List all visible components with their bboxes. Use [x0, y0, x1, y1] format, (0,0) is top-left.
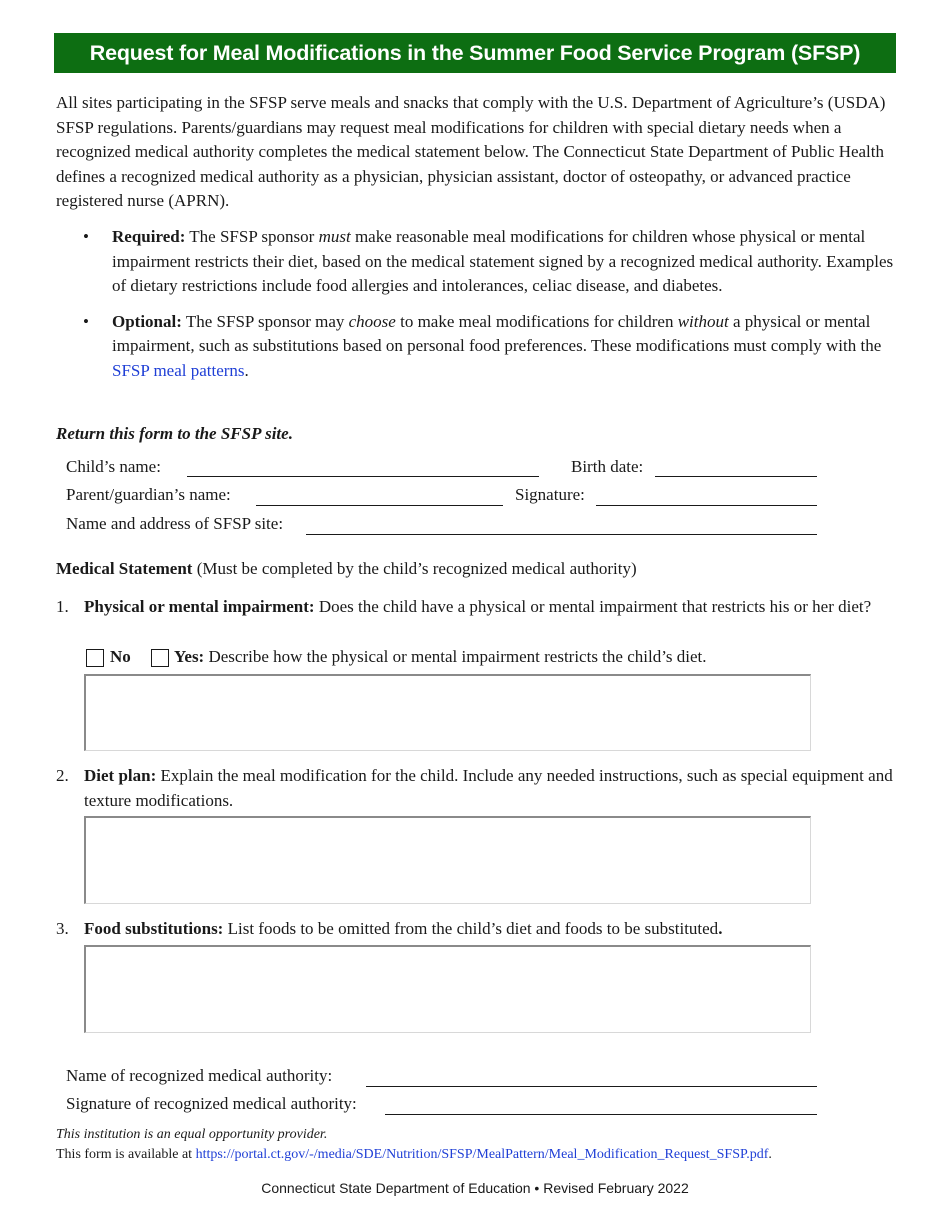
- no-checkbox[interactable]: [86, 649, 104, 667]
- yes-checkbox[interactable]: [151, 649, 169, 667]
- impairment-answer-box[interactable]: [84, 674, 811, 751]
- form-availability-note: [56, 1147, 772, 1163]
- required-emphasis: must: [318, 227, 351, 246]
- question-3-label: Food substitutions:: [84, 919, 224, 938]
- optional-emphasis-without: without: [677, 311, 729, 331]
- question-2: [56, 764, 896, 813]
- availability-period: .: [768, 1147, 772, 1162]
- question-1: [56, 595, 896, 620]
- optional-bullet: [56, 310, 896, 384]
- authority-signature-field[interactable]: [385, 1114, 817, 1115]
- child-name-field[interactable]: [187, 476, 539, 477]
- question-2-number: 2.: [56, 766, 69, 785]
- optional-emphasis-choose: choose: [348, 311, 396, 331]
- required-text-b: make reasonable meal modifications for children whose physical or mental impairment restricts their diet, based on the medical statement signed by a recognized medical authority. Examples of dietary restrictions include food allergies and intolerances, celiac disease, and diabetes.: [112, 227, 894, 295]
- diet-plan-answer-box[interactable]: [84, 816, 811, 904]
- yes-description: Describe how the physical or mental impairment restricts the child’s diet.: [204, 647, 707, 666]
- site-label: Name and address of SFSP site:: [66, 514, 284, 533]
- authority-name-label: Name of recognized medical authority:: [66, 1066, 333, 1085]
- optional-text-c: a physical or mental impairment, such as substitutions based on personal food preferences. These modifications must comply with the: [112, 311, 882, 355]
- optional-label: Optional:: [112, 311, 182, 331]
- equal-opportunity-note: This institution is an equal opportunity provider.: [56, 1127, 328, 1142]
- bullet-dot-icon: •: [83, 311, 89, 331]
- signature-label: Signature:: [515, 485, 585, 504]
- revision-date: Revised February 2022: [543, 1180, 689, 1196]
- authority-signature-label: Signature of recognized medical authority:: [66, 1094, 357, 1113]
- signature-field[interactable]: [596, 505, 817, 506]
- intro-paragraph: All sites participating in the SFSP serve meals and snacks that comply with the U.S. Department of Agriculture’s (USDA) SFSP regulations. Parents/guardians may request meal modifications for children with special dietary needs when a recognized medical authority completes the medical statement below. The Connecticut State Department of Public Health defines a recognized medical authority as a physician, physician assistant, doctor of osteopathy, or advanced practice registered nurse (APRN).: [56, 93, 886, 210]
- availability-text: This form is available at: [56, 1147, 196, 1162]
- parent-name-label: Parent/guardian’s name:: [66, 485, 231, 504]
- birth-date-label: Birth date:: [571, 457, 644, 476]
- footer-bullet: •: [530, 1180, 544, 1196]
- birth-date-field[interactable]: [655, 476, 817, 477]
- bullet-dot-icon: •: [83, 227, 89, 246]
- parent-name-field[interactable]: [256, 505, 503, 506]
- question-1-label: Physical or mental impairment:: [84, 597, 315, 616]
- no-label: No: [110, 647, 131, 666]
- medical-statement-title: Medical Statement: [56, 559, 193, 578]
- requirement-list: [56, 225, 896, 394]
- optional-text-d: .: [244, 360, 249, 380]
- authority-name-field[interactable]: [366, 1086, 817, 1087]
- question-2-text: Explain the meal modification for the child. Include any needed instructions, such as special equipment and texture modifications.: [84, 766, 893, 810]
- question-1-text: Does the child have a physical or mental impairment that restricts his or her diet?: [314, 597, 872, 616]
- question-3-end: .: [718, 919, 723, 938]
- required-label: Required:: [112, 227, 186, 246]
- question-3: [56, 917, 896, 942]
- question-2-label: Diet plan:: [84, 766, 157, 785]
- form-title: Request for Meal Modifications in the Summer Food Service Program (SFSP): [89, 41, 861, 65]
- return-instruction: Return this form to the SFSP site.: [56, 424, 293, 443]
- child-name-label: Child’s name:: [66, 457, 161, 476]
- yes-option-text: [174, 647, 707, 667]
- optional-text-a: The SFSP sponsor may: [181, 311, 349, 331]
- required-bullet: [56, 225, 896, 299]
- food-substitutions-answer-box[interactable]: [84, 945, 811, 1033]
- question-3-text: List foods to be omitted from the child’s diet and foods to be substituted: [223, 919, 719, 938]
- question-1-number: 1.: [56, 597, 69, 616]
- yes-label: Yes:: [174, 647, 205, 666]
- form-url-link[interactable]: https://portal.ct.gov/-/media/SDE/Nutrition/SFSP/MealPattern/Meal_Modification_Request_SFSP.pdf: [195, 1147, 769, 1162]
- sfsp-meal-patterns-link[interactable]: SFSP meal patterns: [112, 360, 245, 380]
- medical-statement-subtitle: (Must be completed by the child’s recognized medical authority): [192, 559, 637, 578]
- form-title-banner: [54, 33, 896, 73]
- footer-credit: [0, 1180, 950, 1196]
- optional-text-b: to make meal modifications for children: [395, 311, 678, 331]
- medical-statement-heading: [56, 559, 637, 579]
- department-name: Connecticut State Department of Education: [261, 1180, 531, 1196]
- question-3-number: 3.: [56, 919, 69, 938]
- required-text-a: The SFSP sponsor: [185, 227, 319, 246]
- site-field[interactable]: [306, 534, 817, 535]
